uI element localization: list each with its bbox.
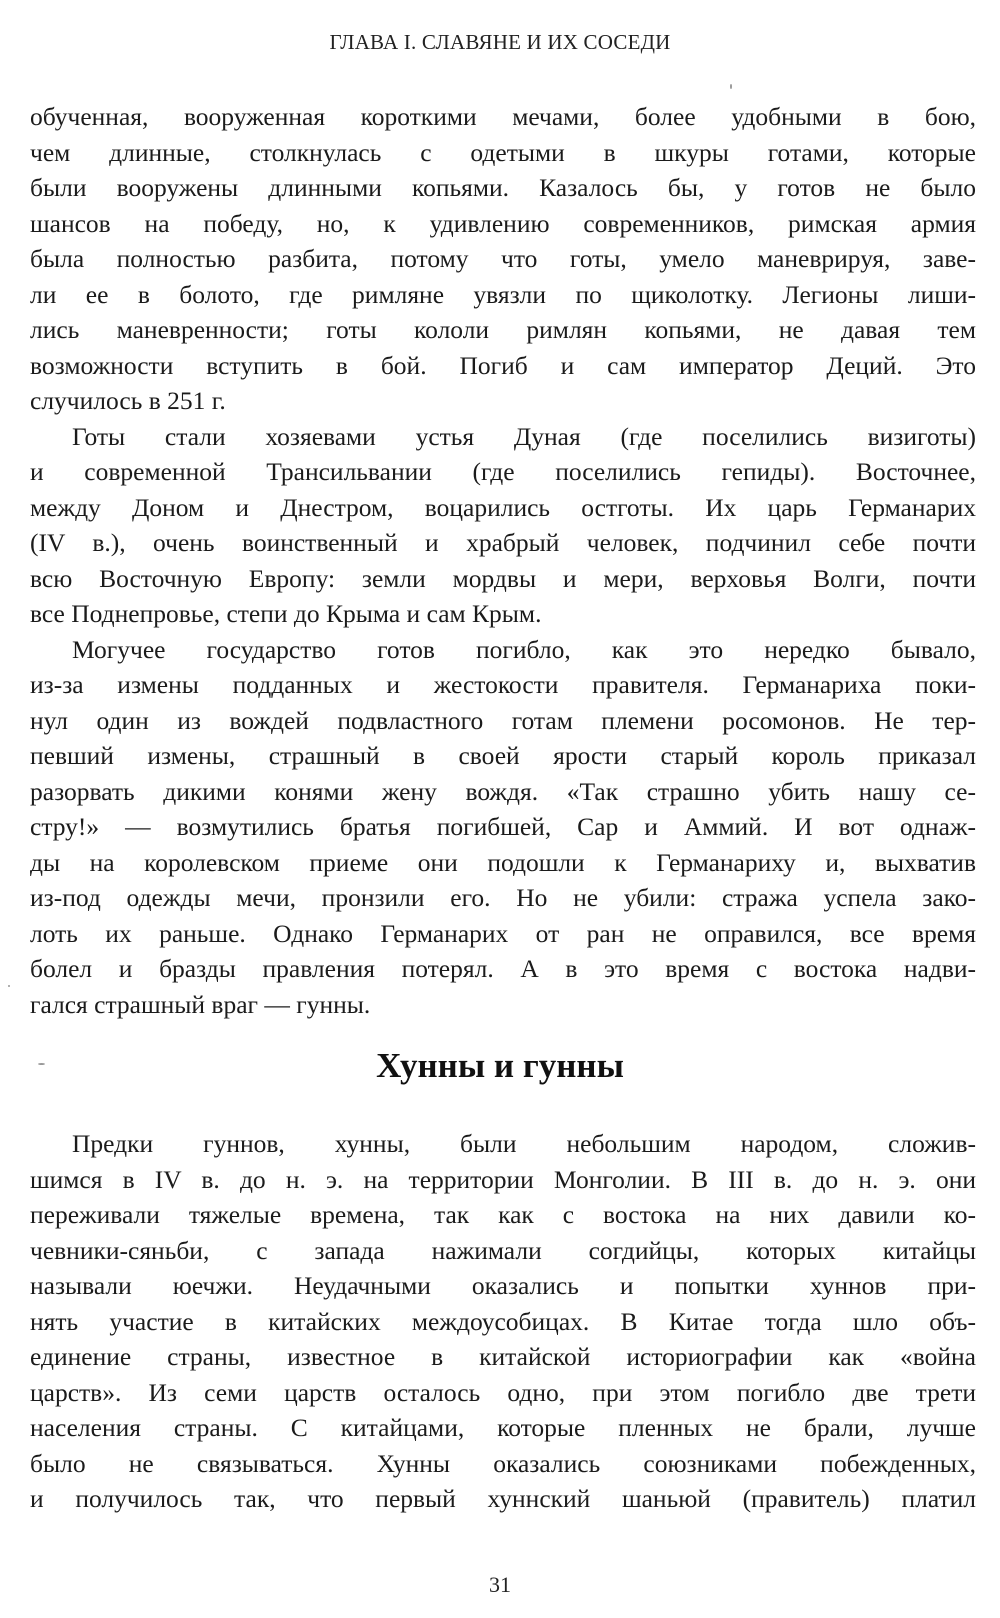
paragraph [30,419,976,632]
text-line: нул один из вождей подвластного готам племени росомонов. Не тер- [30,705,976,735]
text-line: называли юечжи. Неудачными оказались и попытки хуннов при- [30,1271,976,1300]
scan-speck [38,1063,45,1065]
text-line: и получилось так, что первый хуннский шаньюй (правитель) платил [30,1484,976,1513]
text-line: случилось в 251 г. [30,386,226,415]
text-line: чевники-сяньби, с запада нажимали согдийцы, которых китайцы [30,1235,976,1265]
scan-speck [8,985,10,987]
text-line: Готы стали хозяевами устья Дуная (где поселились визиготы) [72,421,976,451]
text-line: чем длинные, столкнулась с одетыми в шкуры готами, которые [30,137,976,167]
section-heading: Хунны и гунны [376,1046,624,1085]
text-line: всю Восточную Европу: земли мордвы и мери, верховья Волги, почти [30,563,976,593]
text-line: из-за измены подданных и жестокости правителя. Германариха поки- [30,670,976,699]
text-line: (IV в.), очень воинственный и храбрый человек, подчинил себе почти [30,528,976,557]
paragraph [30,632,976,1023]
text-line: Предки гуннов, хунны, были небольшим народом, сложив- [72,1129,976,1158]
text-line: шимся в IV в. до н. э. на территории Монголии. В III в. до н. э. они [30,1164,976,1194]
text-line: шансов на победу, но, к удивлению современников, римская армия [30,208,976,238]
text-line: было не связываться. Хунны оказались союзниками побежденных, [30,1448,976,1478]
text-line: стру!» — возмутились братья погибшей, Сар и Аммий. И вот однаж- [30,812,976,841]
text-line: царств». Из семи царств осталось одно, при этом погибло две трети [30,1377,976,1407]
text-line: Могучее государство готов погибло, как это нередко бывало, [72,634,976,664]
text-line: и современной Трансильвании (где поселились гепиды). Восточнее, [30,457,976,486]
paragraph [30,1126,976,1517]
text-line: гался страшный враг — гунны. [30,989,371,1019]
text-line: переживали тяжелые времена, так как с востока на них давили ко- [30,1200,976,1229]
text-line: все Поднепровье, степи до Крыма и сам Крым. [30,599,542,628]
text-line: возможности вступить в бой. Погиб и сам император Деций. Это [30,350,976,380]
text-line: разорвать дикими конями жену вождя. «Так страшно убить нашу се- [30,776,976,806]
text-line: населения страны. С китайцами, которые пленных не брали, лучше [30,1413,976,1442]
text-line: между Доном и Днестром, воцарились остготы. Их царь Германарих [30,492,976,522]
text-line: обученная, вооруженная короткими мечами, более удобными в бою, [30,102,976,131]
text-line: нять участие в китайских междоусобицах. В Китае тогда шло объ- [30,1306,976,1336]
text-line: единение страны, известное в китайской историографии как «война [30,1342,976,1371]
scan-speck [730,84,732,89]
running-head: ГЛАВА I. СЛАВЯНЕ И ИХ СОСЕДИ [329,30,671,54]
paragraph [30,99,976,419]
text-line: лись маневренности; готы кололи римлян копьями, не давая тем [30,315,976,344]
text-line: лоть их раньше. Однако Германарих от ран не оправился, все время [30,918,976,948]
text-line: ды на королевском приеме они подошли к Германариху и, выхватив [30,847,976,877]
text-line: ли ее в болото, где римляне увязли по щиколотку. Легионы лиши- [30,279,976,309]
text-block-after-heading [30,1126,976,1517]
text-line: были вооружены длинными копьями. Казалось бы, у готов не было [30,173,976,202]
text-line: была полностью разбита, потому что готы, умело маневрируя, заве- [30,244,976,273]
text-line: певший измены, страшный в своей ярости старый король приказал [30,741,976,770]
text-line: из-под одежды мечи, пронзили его. Но не убили: стража успела зако- [30,883,976,912]
text-block-before-heading [30,99,976,1022]
page-number: 31 [489,1572,511,1597]
text-line: болел и бразды правления потерял. А в это время с востока надви- [30,954,976,983]
